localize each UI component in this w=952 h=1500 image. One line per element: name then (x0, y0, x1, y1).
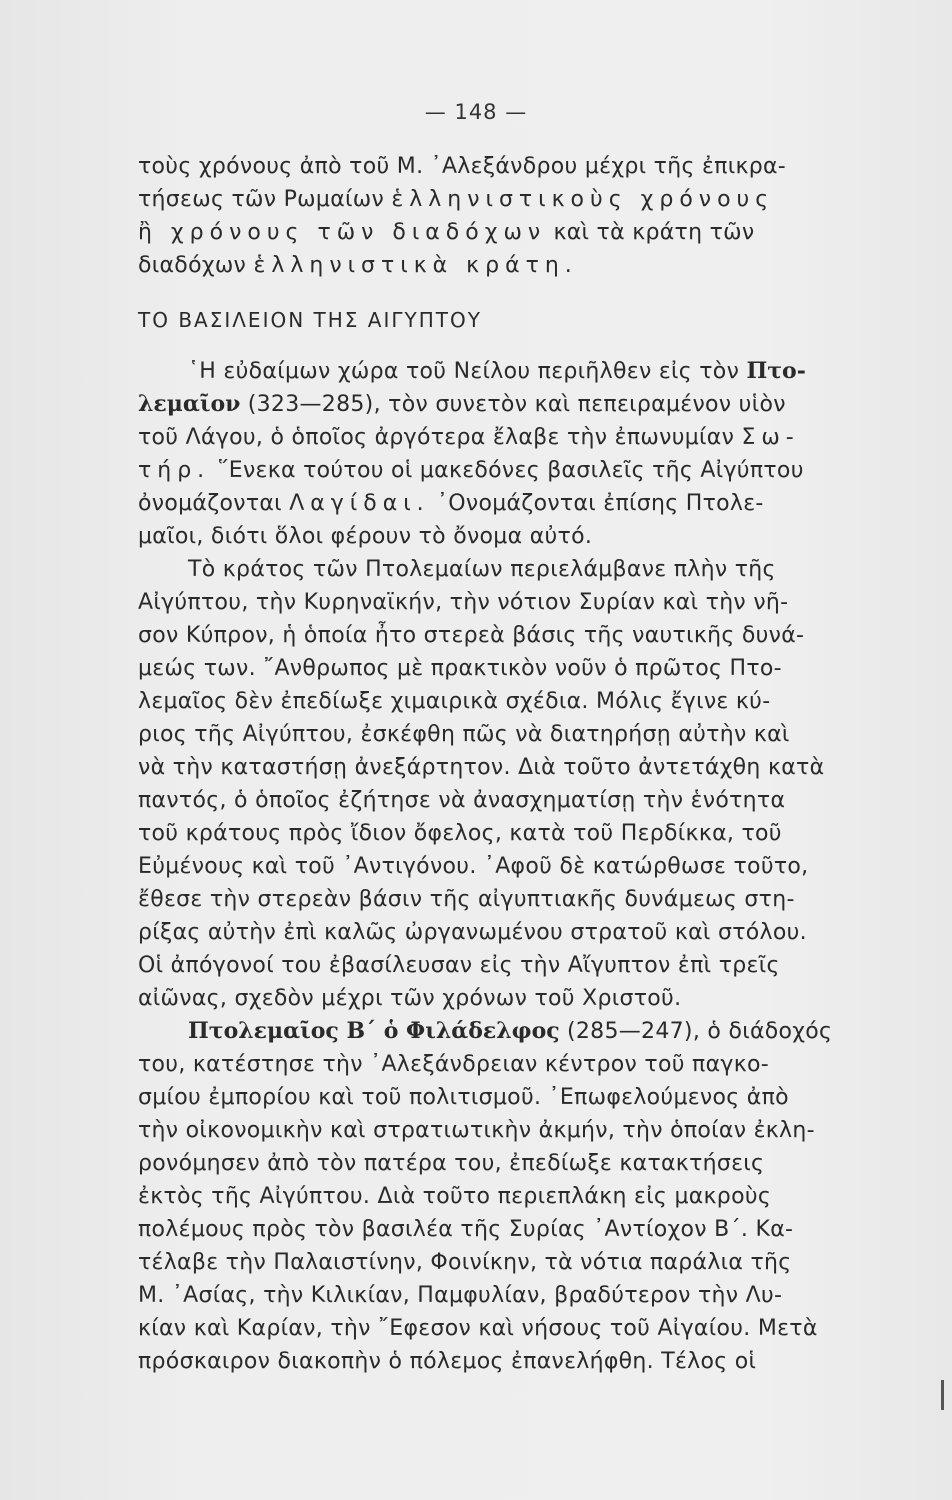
text-line: λεμαῖος δὲν ἐπεδίωξε χιμαιρικὰ σχέδια. Μόλις ἔγινε κύ- (138, 689, 771, 714)
bold-name: λεμαῖον (138, 391, 241, 417)
section-heading: ΤΟ ΒΑΣΙΛΕΙΟΝ ΤΗΣ ΑΙΓΥΠΤΟΥ (138, 308, 482, 332)
body-text (138, 150, 878, 1378)
text-line: ἢ χρόνους τῶν διαδόχων καὶ τὰ κράτη τῶν (138, 220, 755, 245)
text-line: αἰῶνας, σχεδὸν μέχρι τῶν χρόνων τοῦ Χριστοῦ. (138, 986, 682, 1011)
text-line: Τὸ κράτος τῶν Πτολεμαίων περιελάμβανε πλὴν τῆς (188, 557, 776, 582)
spaced-term: ἑλληνιστικοὺς χρόνους (391, 187, 775, 212)
text-line: σον Κύπρον, ἡ ὁποία ἦτο στερεὰ βάσις τῆς ναυτικῆς δυνά- (138, 623, 805, 648)
text-line: ἐκτὸς τῆς Αἰγύπτου. Διὰ τοῦτο περιεπλάκη εἰς μακροὺς (138, 1184, 772, 1209)
text-line: του, κατέστησε τὴν ᾿Αλεξάνδρειαν κέντρον τοῦ παγκο- (138, 1052, 769, 1077)
spaced-term: ἑλληνιστικὰ κράτη. (253, 253, 578, 278)
bold-name: Πτολεμαῖος Β΄ ὁ Φιλάδελφος (188, 1018, 560, 1044)
spaced-term: Λαγίδαι. (289, 491, 430, 516)
text-line: ῾Η εὐδαίμων χώρα τοῦ Νείλου περιῆλθεν εἰς τὸν Πτο- (188, 358, 806, 384)
text-line: τοὺς χρόνους ἀπὸ τοῦ Μ. ᾿Αλεξάνδρου μέχρι τῆς ἐπικρα- (138, 154, 787, 179)
text-line: νὰ τὴν καταστήσῃ ἀνεξάρτητον. Διὰ τοῦτο ἀντετάχθη κατὰ (138, 755, 825, 780)
text-line: τοῦ Λάγου, ὁ ὁποῖος ἀργότερα ἔλαβε τὴν ἐπωνυμίαν Σω- (138, 425, 800, 450)
text-line: Οἱ ἀπόγονοί του ἐβασίλευσαν εἰς τὴν Αἴγυπτον ἐπὶ τρεῖς (138, 953, 780, 978)
text-line: τέλαβε τὴν Παλαιστίνην, Φοινίκην, τὰ νότια παράλια τῆς (138, 1250, 792, 1275)
text-line: παντός, ὁ ὁποῖος ἐζήτησε νὰ ἀνασχηματίσῃ τὴν ἑνότητα (138, 788, 786, 813)
text-line: τήσεως τῶν Ρωμαίων ἑλληνιστικοὺς χρόνους (138, 187, 775, 212)
text-line: Μ. ᾿Ασίας, τὴν Κιλικίαν, Παμφυλίαν, βραδύτερον τὴν Λυ- (138, 1283, 783, 1308)
text-line: τὴν οἰκονομικὴν καὶ στρατιωτικὴν ἀκμήν, τὴν ὁποίαν ἐκλη- (138, 1118, 815, 1143)
text-line: ὀνομάζονται Λαγίδαι. ᾿Ονομάζονται ἐπίσης Πτολε- (138, 491, 764, 516)
spaced-term: Σω- (741, 425, 800, 450)
text-line: Πτολεμαῖος Β΄ ὁ Φιλάδελφος (285—247), ὁ διάδοχός (188, 1018, 833, 1044)
text-line: πολέμους πρὸς τὸν βασιλέα τῆς Συρίας ᾿Αντίοχον Β΄. Κα- (138, 1217, 794, 1242)
text-line: μεώς των. ῎Ανθρωπος μὲ πρακτικὸν νοῦν ὁ πρῶτος Πτο- (138, 656, 782, 681)
text-line: Εὐμένους καὶ τοῦ ᾿Αντιγόνου. ᾿Αφοῦ δὲ κατώρθωσε τοῦτο, (138, 854, 809, 879)
page-edge-mark (941, 1380, 944, 1410)
text-line: Αἰγύπτου, τὴν Κυρηναϊκήν, τὴν νότιον Συρίαν καὶ τὴν νῆ- (138, 590, 789, 615)
text-line: ἔθεσε τὴν στερεὰν βάσιν τῆς αἰγυπτιακῆς δυνάμεως στη- (138, 887, 795, 912)
bold-name: Πτο- (746, 358, 806, 384)
text-line: σμίου ἐμπορίου καὶ τοῦ πολιτισμοῦ. ᾿Επωφελούμενος ἀπὸ (138, 1085, 789, 1110)
text-line: ριος τῆς Αἰγύπτου, ἐσκέφθη πῶς νὰ διατηρήσῃ αὐτὴν καὶ (138, 722, 790, 747)
text-line: τοῦ κράτους πρὸς ἴδιον ὄφελος, κατὰ τοῦ Περδίκκα, τοῦ (138, 821, 782, 846)
spacer (138, 337, 878, 355)
text-line: ρονόμησεν ἀπὸ τὸν πατέρα του, ἐπεδίωξε κατακτήσεις (138, 1151, 765, 1176)
text-line: λεμαῖον (323—285), τὸν συνετὸν καὶ πεπειραμένον υἱὸν (138, 391, 786, 417)
text-line: πρόσκαιρον διακοπὴν ὁ πόλεμος ἐπανελήφθη. Τέλος οἱ (138, 1349, 757, 1374)
text-line: μαῖοι, διότι ὅλοι φέρουν τὸ ὄνομα αὐτό. (138, 524, 593, 549)
spaced-term: τήρ. (138, 458, 211, 483)
spacer (138, 282, 878, 300)
spaced-term: ἢ χρόνους τῶν διαδόχων (138, 220, 547, 245)
text-line: ρίξας αὐτὴν ἐπὶ καλῶς ὠργανωμένου στρατοῦ καὶ στόλου. (138, 920, 807, 945)
text-line: τήρ. ῞Ενεκα τούτου οἱ μακεδόνες βασιλεῖς τῆς Αἰγύπτου (138, 458, 804, 483)
page-number: — 148 — (424, 100, 528, 124)
text-line: διαδόχων ἑλληνιστικὰ κράτη. (138, 253, 578, 278)
text-line: κίαν καὶ Καρίαν, τὴν ῎Εφεσον καὶ νήσους τοῦ Αἰγαίου. Μετὰ (138, 1316, 818, 1341)
